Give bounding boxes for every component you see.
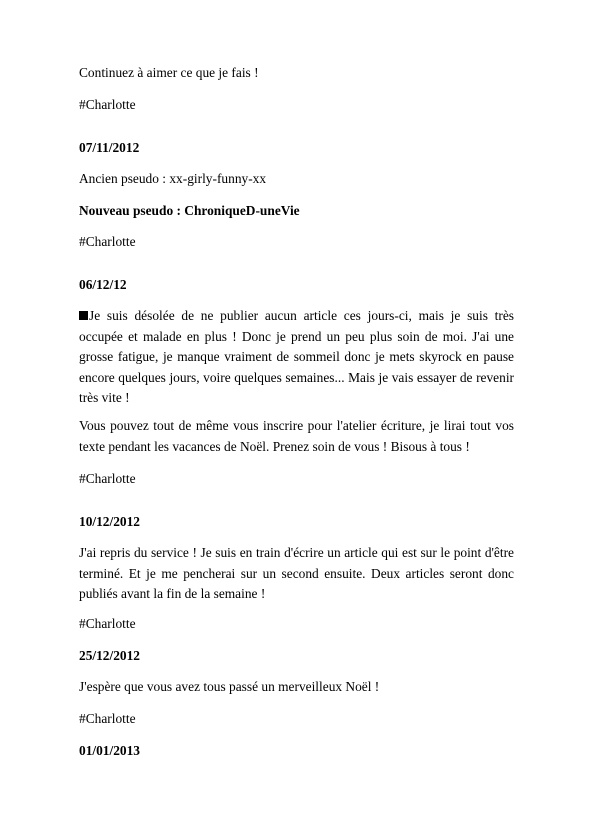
signature: #Charlotte <box>79 97 136 112</box>
entry-paragraph-text: Je suis désolée de ne publier aucun article ces jours-ci, mais je suis très occupée et malade en plus ! Donc je prend un peu plus soin de moi. J'ai une grosse fatigue, je manque vraiment de sommeil donc je mets skyrock en pause encore quelques jours, voire quelques semaines... Mais je vais essayer de revenir très vite ! <box>79 308 514 405</box>
bullet-square-icon <box>79 311 88 320</box>
entry-date: 01/01/2013 <box>79 743 141 758</box>
signature: #Charlotte <box>79 711 136 726</box>
signature: #Charlotte <box>79 471 136 486</box>
new-pseudo-line: Nouveau pseudo : ChroniqueD-uneVie <box>79 203 300 218</box>
entry-date: 10/12/2012 <box>79 514 141 529</box>
intro-line: Continuez à aimer ce que je fais ! <box>79 65 259 80</box>
entry-date: 25/12/2012 <box>79 648 141 663</box>
entry-paragraph <box>79 306 514 409</box>
entry-date: 07/11/2012 <box>79 140 140 155</box>
old-pseudo-line: Ancien pseudo : xx-girly-funny-xx <box>79 171 267 186</box>
entry-paragraph: J'ai repris du service ! Je suis en train d'écrire un article qui est sur le point d'être terminé. Et je me pencherai sur un second ensuite. Deux articles seront donc publiés avant la fin de la semaine ! <box>79 545 514 601</box>
signature: #Charlotte <box>79 234 136 249</box>
entry-paragraph: J'espère que vous avez tous passé un merveilleux Noël ! <box>79 679 380 694</box>
entry-date: 06/12/12 <box>79 277 127 292</box>
signature: #Charlotte <box>79 616 136 631</box>
entry-paragraph: Vous pouvez tout de même vous inscrire pour l'atelier écriture, je lirai tout vos texte pendant les vacances de Noël. Prenez soin de vous ! Bisous à tous ! <box>79 418 514 454</box>
